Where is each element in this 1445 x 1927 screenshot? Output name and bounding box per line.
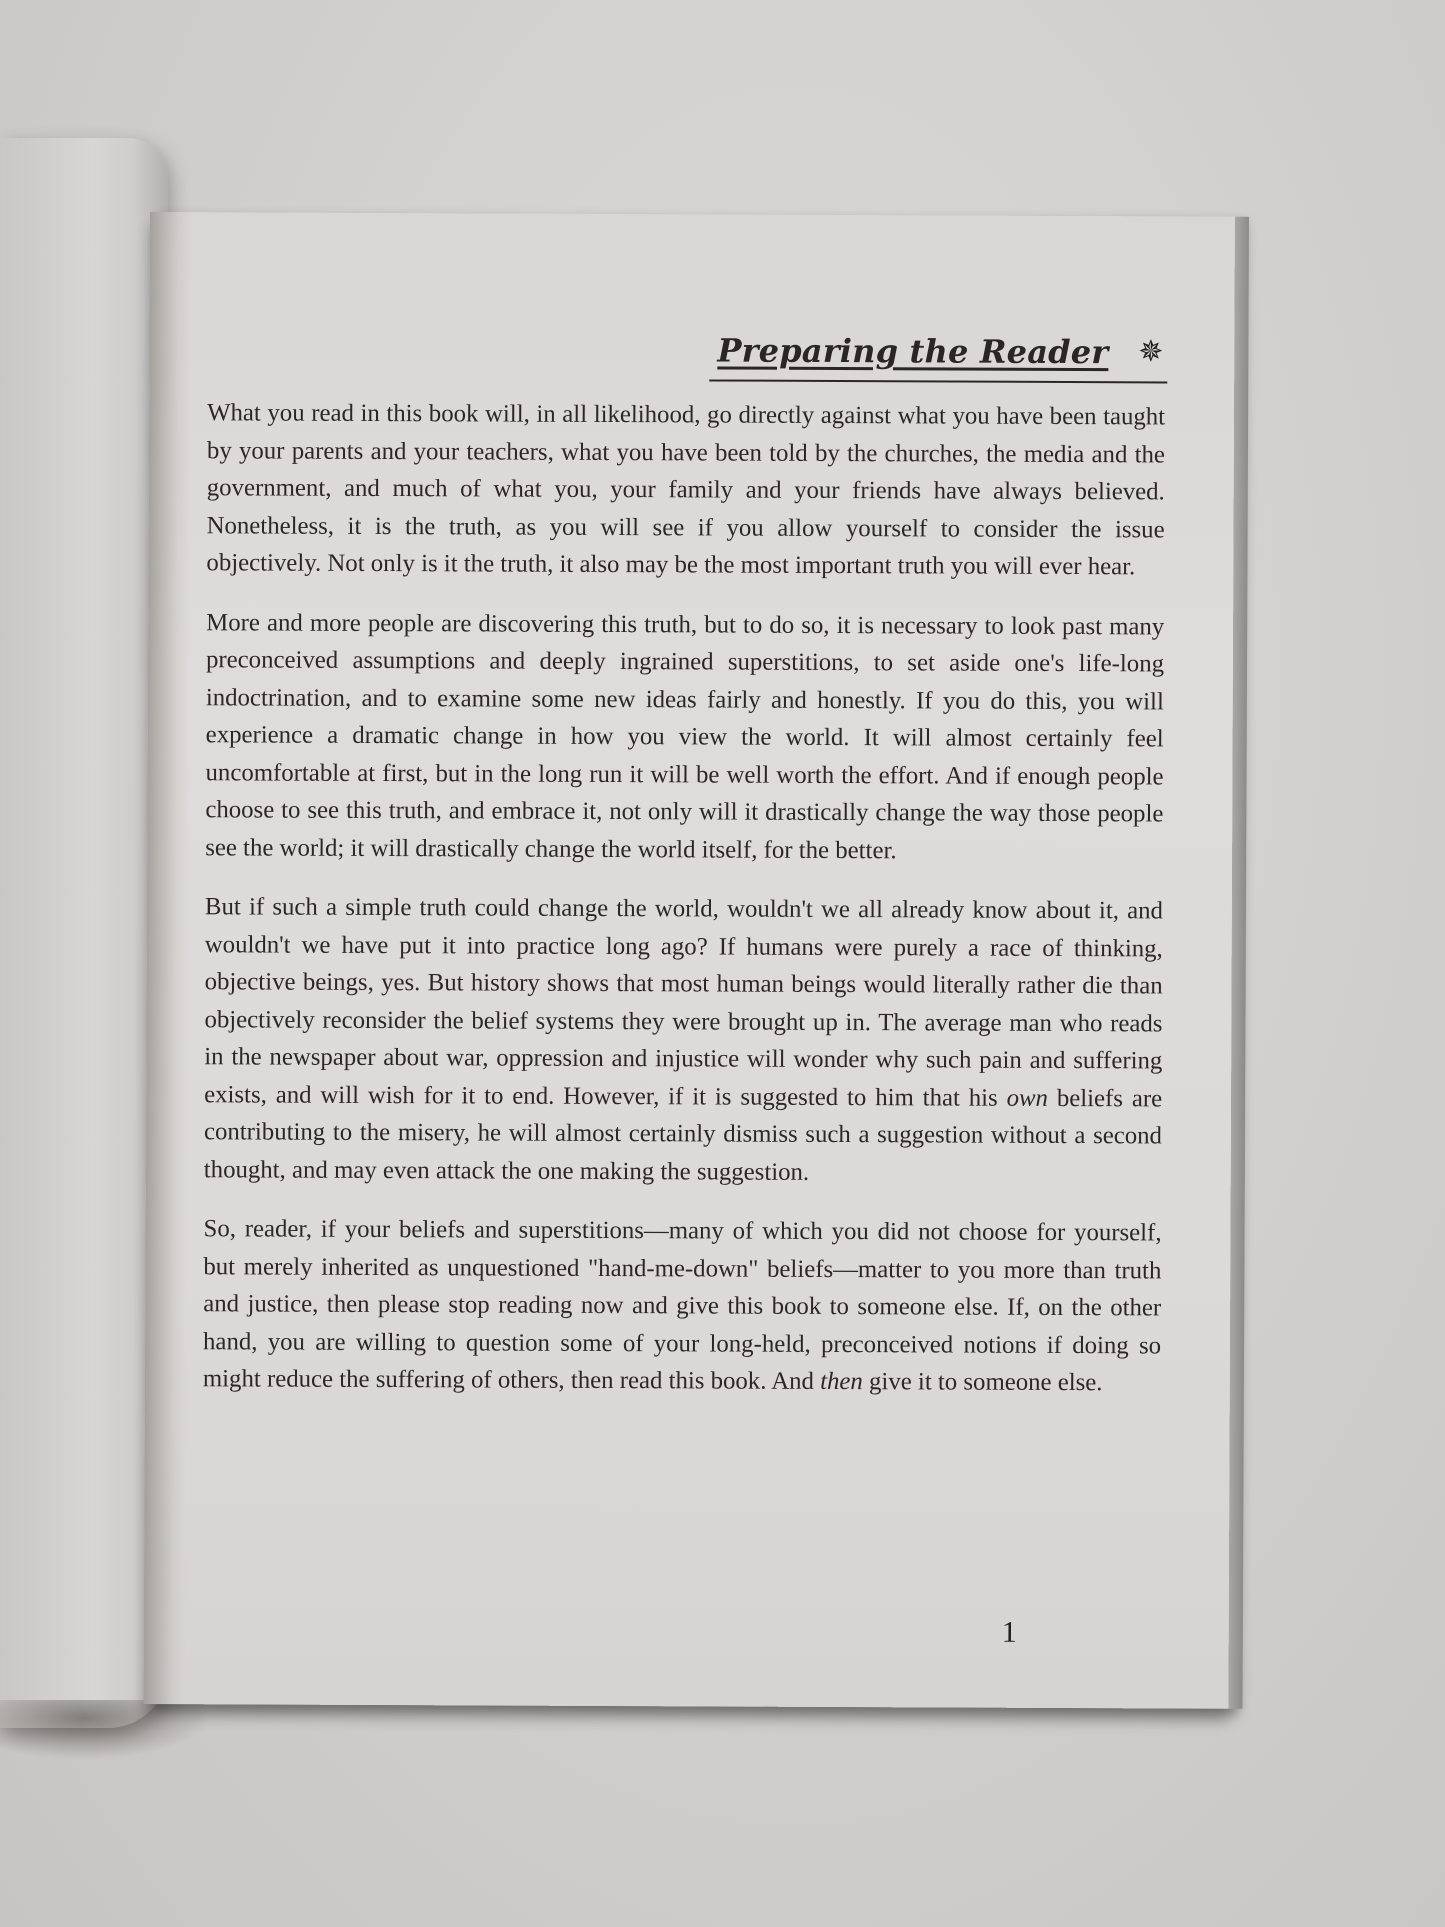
paragraph-4-text-start: So, reader, if your beliefs and superstitions—many of which you did not choose for yourself, but merely inherited as unquestioned "hand-me-down" beliefs—matter to you more than truth and justice, then please stop reading now and give this book to someone else. If, on the other hand, you are willing to question some of your long-held, preconceived notions if doing so might reduce the suffering of others, then read this book. And	[202, 1215, 1162, 1395]
page-gutter	[143, 212, 192, 1704]
book-shadow	[0, 1700, 210, 1760]
paragraph-1: What you read in this book will, in all likelihood, go directly against what you have been taught by your parents and your teachers, what you have been told by the churches, the media and the government, and much of what you, your family and your friends have always believed. Nonetheless, it is the truth, as you will see if you allow yourself to consider the issue objectively. Not only is it the truth, it also may be the most important truth you will ever hear.	[206, 399, 1166, 581]
body-text	[203, 394, 1165, 1424]
page-edge	[1228, 217, 1249, 1709]
book-page	[143, 212, 1234, 1709]
header-title: Preparing the Reader	[717, 331, 1109, 372]
page-number: 1	[1001, 1615, 1017, 1649]
star-ornament-icon: ✵	[1138, 334, 1164, 370]
paragraph-3-text-start: But if such a simple truth could change the world, wouldn't we all already know about it, and wouldn't we have put it into practice long ago? If humans were purely a race of thinking, objective beings, yes. But history shows that most human beings would literally rather die than objectively reconsider the belief systems they were brought up in. The average man who reads in the newspaper about war, oppression and injustice will wonder why such pain and suffering exists, and will wish for it to end. However, if it is suggested to him that his	[204, 893, 1164, 1112]
paragraph-3-text-end: beliefs are contributing to the misery, he will almost certainly dismiss such a suggestion without a second thought, and may even attack the one making the suggestion.	[203, 1084, 1163, 1186]
paragraph-4-emphasis: then	[820, 1367, 863, 1396]
paragraph-4-text-end: give it to someone else.	[862, 1368, 1103, 1397]
running-header	[709, 329, 1167, 383]
left-page	[0, 138, 168, 1728]
paragraph-4	[203, 1210, 1162, 1402]
paragraph-3	[204, 888, 1163, 1192]
paragraph-3-emphasis: own	[1006, 1084, 1049, 1112]
paragraph-2: More and more people are discovering this truth, but to do so, it is necessary to look past many preconceived assumptions and deeply ingrained superstitions, to set aside one's life-long indoctrination, and to examine some new ideas fairly and honestly. If you do this, you will experience a dramatic change in how you view the world. It will almost certainly feel uncomfortable at first, but in the long run it will be well worth the effort. And if enough people choose to see this truth, and embrace it, not only will it drastically change the way those people see the world; it will drastically change the world itself, for the better.	[205, 608, 1165, 864]
